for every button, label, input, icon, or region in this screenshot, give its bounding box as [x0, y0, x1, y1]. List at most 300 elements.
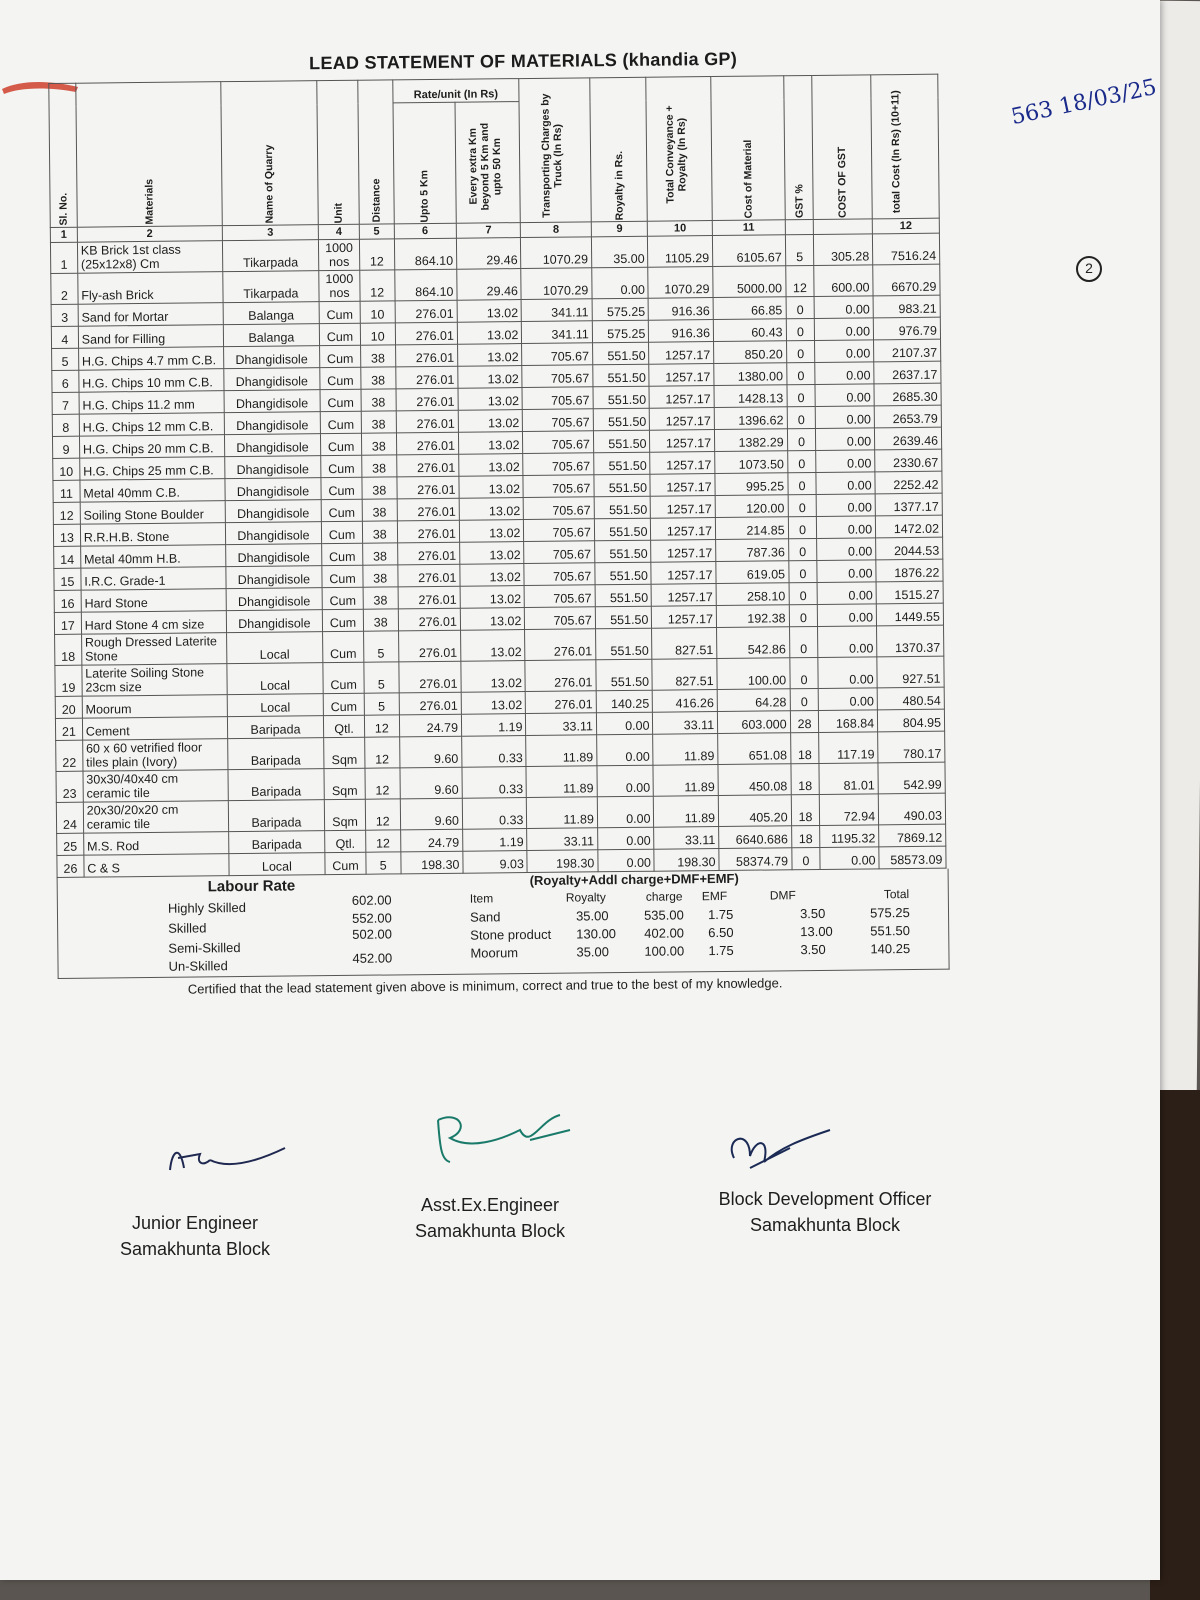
table-cell: 13.02 — [461, 661, 526, 693]
table-cell: 33.11 — [653, 712, 718, 735]
table-cell: 995.25 — [715, 473, 788, 496]
table-cell: 705.67 — [525, 585, 596, 608]
table-cell: Cum — [321, 477, 362, 499]
table-cell: 38 — [362, 477, 397, 499]
royalty-col-header: DMF — [769, 888, 796, 903]
table-cell: 72.94 — [820, 794, 879, 826]
table-cell: 7516.24 — [873, 233, 940, 265]
certification-text: Certified that the lead statement given above is minimum, correct and true to the best of my knowledge. — [187, 975, 783, 997]
table-cell: 12 — [785, 265, 814, 296]
table-cell: 0.00 — [816, 428, 875, 451]
table-cell: 0 — [787, 450, 816, 472]
table-cell: 916.36 — [649, 320, 714, 343]
table-cell: 551.50 — [594, 518, 651, 541]
table-cell: 12 — [366, 830, 401, 852]
table-cell: 551.50 — [595, 584, 652, 607]
table-cell: 198.30 — [400, 851, 463, 874]
table-cell: 305.28 — [814, 234, 873, 266]
table-cell: Qtl. — [325, 830, 366, 852]
table-cell: 11.89 — [653, 734, 718, 766]
table-cell: Cum — [321, 455, 362, 477]
table-cell: 603.000 — [717, 711, 790, 734]
table-cell: 11.89 — [526, 735, 597, 767]
table-cell: 916.36 — [649, 298, 714, 321]
circled-page-number: 2 — [1076, 256, 1102, 282]
header-total-cost: total Cost (In Rs) (10+11) — [871, 74, 939, 219]
table-cell: 0 — [788, 516, 817, 538]
table-cell: Cum — [325, 852, 366, 874]
table-cell: Sand for Mortar — [78, 303, 223, 327]
table-cell: 168.84 — [819, 710, 878, 733]
table-cell: Dhangidisole — [224, 390, 321, 413]
table-cell: 551.50 — [595, 606, 652, 629]
table-cell: 0.00 — [816, 450, 875, 473]
royalty-value: 402.00 — [644, 925, 685, 941]
table-cell: 0.00 — [820, 847, 879, 870]
table-cell: Hard Stone 4 cm size — [81, 611, 226, 635]
table-cell: 276.01 — [396, 388, 459, 411]
table-cell: H.G. Chips 12 mm C.B. — [79, 413, 224, 437]
table-cell: 38 — [361, 367, 396, 389]
table-cell: Tikarpada — [222, 240, 319, 272]
table-cell: Dhangidisole — [223, 368, 320, 391]
table-cell: 276.01 — [525, 629, 596, 661]
table-cell: 276.01 — [398, 661, 461, 693]
table-cell: 1257.17 — [651, 540, 716, 563]
labour-rate: 502.00 — [352, 926, 393, 942]
table-cell: 38 — [361, 389, 396, 411]
table-cell: 140.25 — [596, 690, 653, 713]
table-cell: 1257.17 — [649, 342, 714, 365]
table-cell: 7 — [52, 392, 79, 414]
table-cell: 18 — [791, 825, 820, 847]
labour-label: Skilled — [168, 920, 207, 936]
table-cell: 551.50 — [594, 540, 651, 563]
table-cell: 0.00 — [597, 765, 654, 797]
table-cell: 2639.46 — [875, 427, 942, 450]
table-cell: 3 — [51, 304, 78, 326]
table-cell: 24.79 — [399, 714, 462, 737]
table-cell: 0.00 — [814, 296, 873, 319]
table-cell: Baripada — [227, 738, 324, 770]
table-cell: Cum — [322, 521, 363, 543]
table-cell: Moorum — [82, 695, 227, 719]
table-cell: 551.50 — [596, 659, 653, 691]
table-cell: 0.00 — [592, 267, 649, 299]
table-cell: 705.67 — [523, 453, 594, 476]
table-cell: Cum — [322, 587, 363, 609]
table-cell: 804.95 — [878, 709, 945, 732]
royalty-col-header: Item — [469, 891, 494, 906]
table-cell: 192.38 — [716, 605, 789, 628]
labour-heading: Labour Rate — [207, 877, 296, 896]
table-cell: 276.01 — [396, 410, 459, 433]
table-cell: 600.00 — [814, 265, 873, 297]
royalty-value: 140.25 — [870, 941, 911, 957]
table-cell: 551.50 — [595, 628, 652, 660]
handwritten-margin-note: 563 18/03/25 — [1009, 74, 1159, 131]
table-cell: 13.02 — [457, 322, 522, 345]
table-cell: 13.02 — [460, 630, 525, 662]
table-cell: 0 — [787, 384, 816, 406]
table-cell: 12 — [360, 270, 395, 301]
table-cell: 20x30/20x20 cm ceramic tile — [83, 801, 228, 834]
table-cell: Rough Dressed Laterite Stone — [81, 633, 226, 666]
table-cell: 0 — [791, 847, 820, 869]
table-cell: 13.02 — [461, 692, 526, 715]
table-cell: Cum — [323, 662, 364, 693]
table-cell: 13.02 — [460, 542, 525, 565]
table-cell: 1377.17 — [875, 493, 942, 516]
table-cell: 6105.67 — [712, 235, 785, 267]
header-quarry: Name of Quarry — [220, 81, 318, 226]
table-cell: 0.00 — [815, 318, 874, 341]
table-cell: Balanga — [223, 324, 320, 347]
royalty-value: 3.50 — [799, 905, 826, 922]
royalty-value: 1.75 — [708, 942, 734, 959]
table-cell: Cum — [322, 565, 363, 587]
table-cell: 17 — [54, 612, 81, 634]
table-cell: 705.67 — [522, 387, 593, 410]
table-cell: 5 — [52, 348, 79, 370]
royalty-heading: (Royalty+Addl charge+DMF+EMF) — [529, 870, 739, 889]
signatory-bdo: Block Development Officer Samakhunta Block — [718, 1189, 932, 1235]
table-cell: 38 — [362, 499, 397, 521]
table-cell: 12 — [53, 502, 80, 524]
table-cell: 0.00 — [598, 849, 655, 872]
table-cell: 38 — [361, 411, 396, 433]
table-cell: 5 — [364, 693, 399, 715]
table-cell: 13.02 — [460, 564, 525, 587]
table-cell: Sqm — [324, 737, 365, 768]
table-cell: 780.17 — [878, 731, 945, 763]
table-cell: 983.21 — [873, 295, 940, 318]
royalty-col-header: Total — [883, 887, 910, 902]
table-cell: 24.79 — [400, 829, 463, 852]
table-cell: R.R.H.B. Stone — [80, 523, 225, 547]
table-cell: 198.30 — [527, 850, 598, 873]
table-cell: 9.60 — [399, 767, 462, 799]
table-cell: 35.00 — [591, 236, 648, 268]
table-cell: 0 — [788, 494, 817, 516]
table-cell: 214.85 — [715, 517, 788, 540]
table-cell: 13.02 — [457, 300, 522, 323]
table-cell: 0.00 — [596, 712, 653, 735]
table-cell: 1257.17 — [651, 562, 716, 585]
statement-area — [48, 47, 948, 998]
header-unit: Unit — [317, 80, 359, 224]
bdo-signature — [720, 1128, 840, 1188]
table-cell: 276.01 — [526, 691, 597, 714]
table-cell: 1257.17 — [650, 452, 715, 475]
table-cell: 2 — [51, 273, 78, 304]
table-cell: 864.10 — [394, 238, 457, 270]
table-cell: 2653.79 — [874, 405, 941, 428]
table-body — [50, 233, 946, 877]
table-cell: 551.50 — [594, 474, 651, 497]
table-cell: 276.01 — [397, 542, 460, 565]
table-cell: 10 — [360, 323, 395, 345]
table-cell: 416.26 — [653, 690, 718, 713]
table-cell: 7869.12 — [879, 824, 946, 847]
header-gst: GST % — [783, 75, 813, 219]
table-cell: 13.02 — [459, 454, 524, 477]
royalty-value: 3.50 — [800, 941, 826, 958]
labour-rate: 452.00 — [352, 950, 393, 966]
table-cell: 276.01 — [398, 586, 461, 609]
header-cost-gst: COST OF GST — [812, 75, 872, 220]
table-cell: Cement — [82, 717, 227, 741]
table-cell: 1382.29 — [715, 429, 788, 452]
table-cell: 1396.62 — [714, 407, 787, 430]
table-cell: Local — [229, 853, 326, 876]
table-cell: H.G. Chips 20 mm C.B. — [79, 435, 224, 459]
table-cell: Cum — [320, 345, 361, 367]
table-cell: 9 — [52, 436, 79, 458]
table-cell: 0.00 — [597, 796, 654, 828]
table-cell: Fly-ash Brick — [78, 272, 223, 305]
table-cell: 1257.17 — [652, 606, 717, 629]
table-cell: 11.89 — [654, 796, 719, 828]
table-cell: Cum — [320, 411, 361, 433]
table-cell: 542.99 — [878, 762, 945, 794]
table-cell: 1070.29 — [521, 268, 592, 300]
royalty-value: 551.50 — [870, 923, 911, 939]
table-cell: H.G. Chips 10 mm C.B. — [79, 369, 224, 393]
table-cell: 976.79 — [873, 317, 940, 340]
table-cell: 13.02 — [458, 388, 523, 411]
table-cell: 5000.00 — [713, 266, 786, 298]
signatory-junior-engineer: Junior Engineer Samakhunta Block — [119, 1213, 271, 1259]
table-cell: 0.00 — [815, 340, 874, 363]
table-cell: 1000 nos — [319, 239, 360, 270]
table-cell: 827.51 — [652, 628, 717, 660]
royalty-item: Stone product — [470, 926, 552, 943]
document-title: LEAD STATEMENT OF MATERIALS (khandia GP) — [308, 48, 738, 74]
table-cell: 26 — [57, 855, 84, 877]
table-cell: 0.00 — [819, 688, 878, 711]
table-cell: Dhangidisole — [226, 566, 323, 589]
table-cell: 11 — [53, 480, 80, 502]
table-cell: 1257.17 — [649, 386, 714, 409]
table-cell: 0.00 — [596, 734, 653, 766]
table-cell: 9.60 — [400, 798, 463, 830]
table-cell: 276.01 — [525, 660, 596, 692]
royalty-value: 35.00 — [576, 944, 610, 960]
table-cell: 276.01 — [399, 692, 462, 715]
table-cell: Dhangidisole — [223, 346, 320, 369]
table-cell: 0 — [787, 406, 816, 428]
table-cell: 2685.30 — [874, 383, 941, 406]
table-cell: 13 — [53, 524, 80, 546]
table-cell: 33.11 — [654, 827, 719, 850]
table-cell: 198.30 — [654, 849, 719, 872]
table-cell: 6 — [52, 370, 79, 392]
table-cell: 705.67 — [524, 497, 595, 520]
table-cell: Dhangidisole — [224, 434, 321, 457]
labour-label: Un-Skilled — [168, 958, 228, 974]
royalty-value: 575.25 — [869, 905, 910, 921]
table-cell: 1370.37 — [877, 625, 944, 657]
royalty-item: Moorum — [470, 945, 519, 961]
table-cell: 58573.09 — [879, 846, 946, 869]
table-cell: Metal 40mm H.B. — [80, 545, 225, 569]
table-cell: 58374.79 — [719, 848, 792, 871]
table-cell: 5 — [364, 662, 399, 693]
table-cell: 0 — [788, 538, 817, 560]
table-cell: Cum — [319, 301, 360, 323]
asst-engineer-signature — [430, 1110, 580, 1170]
table-cell: Local — [226, 632, 323, 664]
table-cell: 12 — [364, 715, 399, 737]
table-cell: Local — [227, 694, 324, 717]
table-cell: 18 — [791, 763, 820, 794]
table-cell: Cum — [322, 609, 363, 631]
table-cell: 0 — [786, 362, 815, 384]
table-cell: 18 — [55, 634, 82, 665]
table-cell: 1257.17 — [650, 474, 715, 497]
table-cell: 60.43 — [713, 319, 786, 342]
table-cell: Dhangidisole — [226, 610, 323, 633]
header-total-conv: Total Conveyance + Royalty (In Rs) — [646, 77, 712, 222]
table-cell: 12 — [365, 799, 400, 830]
table-cell: 705.67 — [522, 343, 593, 366]
royalty-value: 1.75 — [707, 906, 734, 923]
table-cell: 258.10 — [716, 583, 789, 606]
table-cell: Dhangidisole — [225, 544, 322, 567]
header-cost-material: Cost of Material — [711, 76, 785, 221]
table-cell: Cum — [320, 389, 361, 411]
table-cell: 33.11 — [526, 713, 597, 736]
table-cell: 1105.29 — [648, 236, 713, 268]
table-cell: 9.03 — [463, 851, 528, 874]
table-cell: 850.20 — [714, 341, 787, 364]
table-cell: Sqm — [324, 799, 365, 830]
labour-label: Semi-Skilled — [168, 940, 241, 956]
table-cell: Dhangidisole — [225, 500, 322, 523]
header-extra: Every extra Km beyond 5 Km and upto 50 Km — [455, 102, 521, 224]
table-cell: 11.89 — [653, 765, 718, 797]
table-cell: 38 — [362, 455, 397, 477]
table-cell: 11.89 — [526, 766, 597, 798]
table-cell: Cum — [323, 631, 364, 662]
table-cell: 551.50 — [592, 342, 649, 365]
table-cell: Balanga — [223, 302, 320, 325]
table-cell: 0.00 — [816, 472, 875, 495]
table-cell: 0 — [786, 318, 815, 340]
table-cell: 1070.29 — [648, 267, 713, 299]
table-cell: 0 — [786, 296, 815, 318]
table-cell: Cum — [323, 693, 364, 715]
table-cell: M.S. Rod — [83, 832, 228, 856]
table-cell: 13.02 — [458, 366, 523, 389]
table-cell: 0 — [789, 604, 818, 626]
table-cell: 0.00 — [817, 560, 876, 583]
table-cell: 8 — [52, 414, 79, 436]
table-cell: 1257.17 — [651, 496, 716, 519]
table-cell: 276.01 — [396, 432, 459, 455]
labour-and-royalty-section — [57, 869, 950, 979]
labour-rate: 552.00 — [351, 910, 392, 926]
table-cell: 6640.686 — [719, 826, 792, 849]
table-cell: 12 — [359, 239, 394, 270]
royalty-col-header: Royalty — [565, 890, 606, 905]
table-cell: 1257.17 — [652, 584, 717, 607]
table-cell: Cum — [322, 543, 363, 565]
table-cell: 33.11 — [527, 828, 598, 851]
table-cell: 276.01 — [398, 630, 461, 662]
table-cell: 4 — [51, 326, 78, 348]
table-cell: 10 — [53, 458, 80, 480]
table-cell: 705.67 — [523, 431, 594, 454]
header-sl: Sl. No. — [49, 83, 77, 227]
table-cell: 0.00 — [818, 626, 877, 658]
table-cell: 0 — [788, 560, 817, 582]
table-cell: 38 — [360, 345, 395, 367]
royalty-value: 535.00 — [643, 907, 684, 923]
table-cell: 81.01 — [819, 763, 878, 795]
table-cell: Sand for Filling — [78, 325, 223, 349]
labour-label: Highly Skilled — [167, 899, 247, 916]
table-cell: 14 — [54, 546, 81, 568]
header-rate-group: Rate/unit (In Rs) — [392, 79, 519, 103]
table-cell: 13.02 — [460, 586, 525, 609]
table-cell: 10 — [360, 301, 395, 323]
table-cell: 551.50 — [593, 364, 650, 387]
table-cell: 1257.17 — [651, 518, 716, 541]
table-cell: Dhangidisole — [224, 412, 321, 435]
royalty-item: Sand — [469, 909, 501, 925]
table-cell: 0.00 — [818, 604, 877, 627]
lead-statement-table — [48, 74, 946, 878]
table-cell: 551.50 — [594, 496, 651, 519]
table-cell: 38 — [363, 543, 398, 565]
table-cell: Local — [227, 663, 324, 695]
royalty-value: 35.00 — [575, 908, 609, 924]
table-cell: 20 — [55, 696, 82, 718]
table-cell: 1.19 — [461, 714, 526, 737]
table-cell: 13.02 — [457, 344, 522, 367]
header-distance: Distance — [358, 80, 394, 224]
table-cell: 24 — [56, 802, 83, 833]
table-cell: 29.46 — [456, 238, 521, 270]
table-cell: Sqm — [324, 768, 365, 799]
royalty-col-header: charge — [645, 889, 683, 904]
table-cell: 64.28 — [717, 689, 790, 712]
table-cell: 0.33 — [462, 736, 527, 768]
table-cell: 12 — [365, 737, 400, 768]
table-cell: 927.51 — [877, 656, 944, 688]
table-cell: 405.20 — [718, 795, 791, 827]
royalty-value: 13.00 — [800, 923, 833, 940]
table-cell: 12 — [365, 768, 400, 799]
table-cell: 705.67 — [524, 563, 595, 586]
table-cell: 0.00 — [815, 362, 874, 385]
table-cell: 13.02 — [459, 476, 524, 499]
table-cell: C & S — [84, 854, 229, 878]
table-cell: 1.19 — [463, 829, 528, 852]
table-cell: 276.01 — [395, 366, 458, 389]
table-cell: 1195.32 — [820, 825, 879, 848]
table-cell: Qtl. — [324, 715, 365, 737]
table-cell: 551.50 — [594, 452, 651, 475]
table-cell: 276.01 — [395, 344, 458, 367]
table-cell: 18 — [790, 732, 819, 763]
table-cell: 38 — [361, 433, 396, 455]
table-cell: 276.01 — [397, 520, 460, 543]
table-cell: 0 — [789, 626, 818, 657]
table-cell: 551.50 — [595, 562, 652, 585]
